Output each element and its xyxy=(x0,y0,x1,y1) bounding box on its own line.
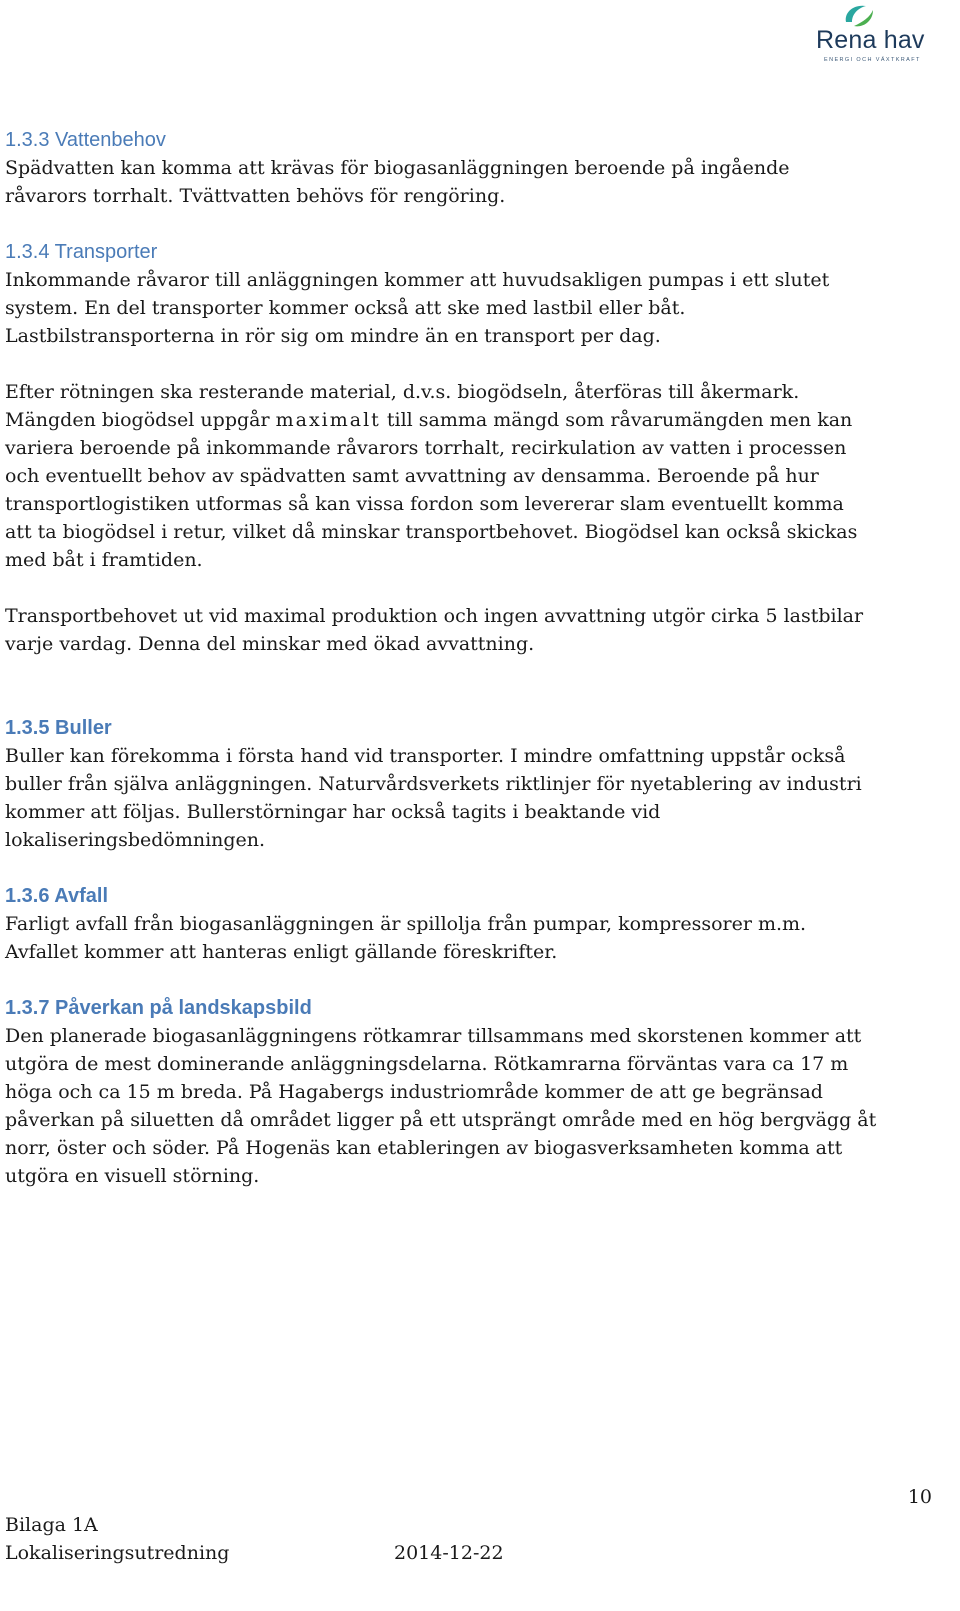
heading-vattenbehov: 1.3.3 Vattenbehov xyxy=(5,129,166,151)
paragraph-line: kommer att följas. Bullerstörningar har också tagits i beaktande vid xyxy=(5,801,661,823)
paragraph-line: Lastbilstransporterna in rör sig om mindre än en transport per dag. xyxy=(5,325,661,347)
paragraph-line: och eventuellt behov av spädvatten samt avvattning av densamma. Beroende på hur xyxy=(5,465,819,487)
text-run: till samma mängd som råvarumängden men kan xyxy=(386,409,853,431)
paragraph-line: råvarors torrhalt. Tvättvatten behövs för rengöring. xyxy=(5,185,506,207)
paragraph-line: Inkommande råvaror till anläggningen kommer att huvudsakligen pumpas i ett slutet xyxy=(5,269,830,291)
paragraph-line: Spädvatten kan komma att krävas för biogasanläggningen beroende på ingående xyxy=(5,157,790,179)
heading-buller: 1.3.5 Buller xyxy=(5,717,112,739)
paragraph-line: Efter rötningen ska resterande material, d.v.s. biogödseln, återföras till åkermark. xyxy=(5,381,800,403)
paragraph-line: utgöra en visuell störning. xyxy=(5,1165,260,1187)
heading-landskapsbild: 1.3.7 Påverkan på landskapsbild xyxy=(5,997,312,1019)
paragraph-line: Den planerade biogasanläggningens rötkamrar tillsammans med skorstenen kommer att xyxy=(5,1025,862,1047)
document-body xyxy=(5,126,925,1190)
paragraph-line: Buller kan förekomma i första hand vid transporter. I mindre omfattning uppstår också xyxy=(5,745,846,767)
paragraph-line: Transportbehovet ut vid maximal produktion och ingen avvattning utgör cirka 5 lastbilar xyxy=(5,605,864,627)
footer-appendix: Bilaga 1A xyxy=(5,1514,98,1536)
paragraph-line: Avfallet kommer att hanteras enligt gällande föreskrifter. xyxy=(5,941,558,963)
paragraph-line: variera beroende på inkommande råvarors torrhalt, recirkulation av vatten i processen xyxy=(5,437,847,459)
paragraph-line: påverkan på siluetten då området ligger på ett utsprängt område med en hög bergvägg åt xyxy=(5,1109,877,1131)
page-number: 10 xyxy=(907,1486,932,1508)
logo-tagline: ENERGI OCH VÄXTKRAFT xyxy=(824,57,921,63)
text-run: Mängden biogödsel uppgår xyxy=(5,409,270,431)
logo-name: Rena hav xyxy=(816,26,925,54)
footer-date: 2014-12-22 xyxy=(394,1542,504,1564)
heading-avfall: 1.3.6 Avfall xyxy=(5,885,109,907)
paragraph-line: norr, öster och söder. På Hogenäs kan etableringen av biogasverksamheten komma att xyxy=(5,1137,843,1159)
footer-document-info xyxy=(5,1511,229,1567)
paragraph-line: med båt i framtiden. xyxy=(5,549,203,571)
paragraph-line: höga och ca 15 m breda. På Hagabergs industriområde kommer de att ge begränsad xyxy=(5,1081,823,1103)
paragraph-line: utgöra de mest dominerande anläggningsdelarna. Rötkamrarna förväntas vara ca 17 m xyxy=(5,1053,849,1075)
paragraph-line: system. En del transporter kommer också att ske med lastbil eller båt. xyxy=(5,297,686,319)
paragraph-line: transportlogistiken utformas så kan vissa fordon som levererar slam eventuellt komma xyxy=(5,493,844,515)
heading-transporter: 1.3.4 Transporter xyxy=(5,241,158,263)
paragraph-line: Farligt avfall från biogasanläggningen är spillolja från pumpar, kompressorer m.m. xyxy=(5,913,807,935)
rena-hav-logo xyxy=(810,0,940,70)
spaced-word: maximalt xyxy=(275,409,381,431)
paragraph-line: varje vardag. Denna del minskar med ökad avvattning. xyxy=(5,633,535,655)
footer-document-title: Lokaliseringsutredning xyxy=(5,1542,230,1564)
paragraph-line: att ta biogödsel i retur, vilket då minskar transportbehovet. Biogödsel kan också skickas xyxy=(5,521,858,543)
paragraph-line: buller från själva anläggningen. Naturvårdsverkets riktlinjer för nyetablering av industri xyxy=(5,773,862,795)
paragraph-line xyxy=(5,406,925,434)
paragraph-line: lokaliseringsbedömningen. xyxy=(5,829,266,851)
